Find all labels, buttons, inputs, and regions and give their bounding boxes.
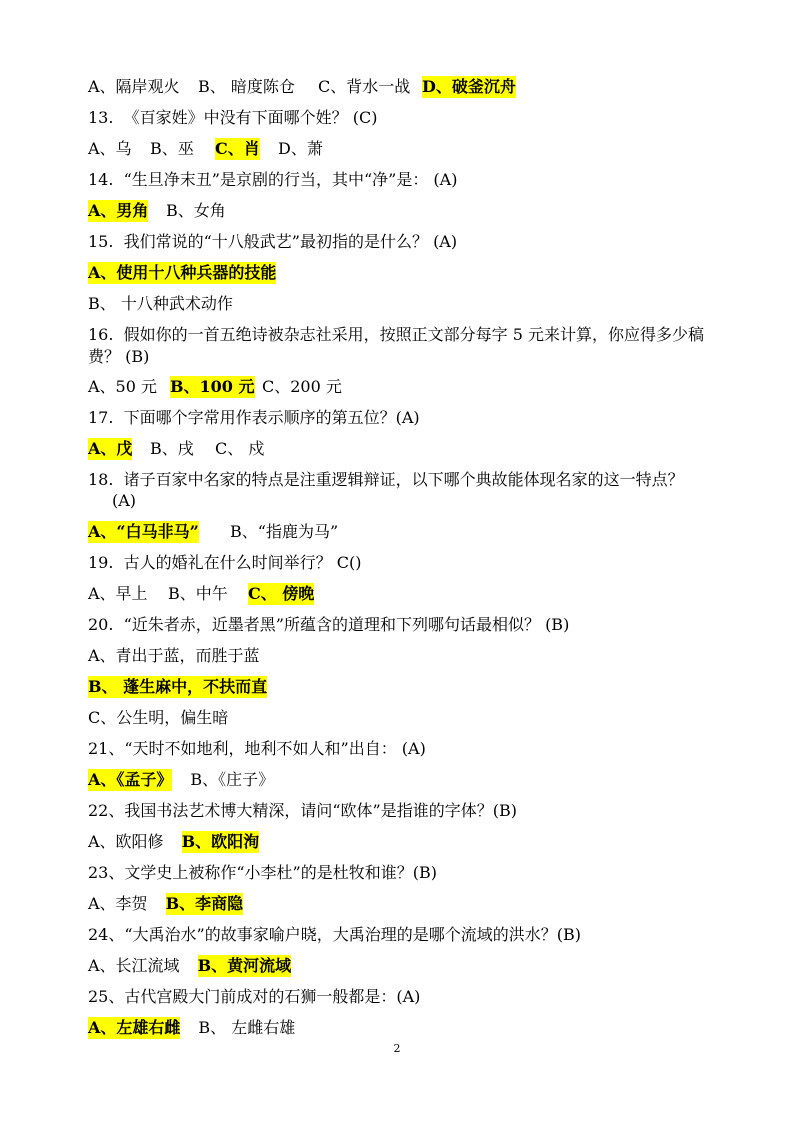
answer-options	[88, 707, 228, 729]
answer-options	[88, 583, 688, 605]
answer-option: C、公生明，偏生暗	[88, 708, 229, 727]
correct-answer-option: A、戊	[88, 439, 133, 458]
correct-answer-option: D、破釜沉舟	[422, 77, 516, 96]
answer-option: B、巫	[150, 139, 194, 158]
question-text: 18. 诸子百家中名家的特点是注重逻辑辩证，以下哪个典故能体现名家的这一特点？	[88, 470, 684, 489]
correct-answer-option: A、男角	[88, 201, 149, 220]
answer-option: C、200 元	[262, 377, 342, 396]
answer-options	[88, 769, 274, 791]
answer-options	[88, 645, 260, 667]
answer-options	[88, 376, 688, 398]
answer-options	[88, 893, 243, 915]
correct-answer-option: B、100 元	[170, 377, 255, 396]
question-text: 费？ (B)	[88, 347, 150, 366]
question-text: 21、“天时不如地利，地利不如人和”出自： (A)	[88, 739, 426, 758]
answer-options	[88, 955, 291, 977]
answer-option: A、欧阳修	[88, 832, 164, 851]
correct-answer-option: C、 傍晚	[248, 584, 315, 603]
question-text: 19. 古人的婚礼在什么时间举行？ C()	[88, 553, 362, 572]
answer-option: A、青出于蓝，而胜于蓝	[88, 646, 260, 665]
answer-option: A、乌	[88, 139, 132, 158]
question-text: 22、我国书法艺术博大精深，请问“欧体”是指谁的字体？(B)	[88, 801, 517, 820]
answer-options	[88, 1017, 295, 1039]
answer-options	[88, 676, 267, 698]
question-text: (A)	[112, 491, 137, 510]
answer-option: A、早上	[88, 584, 148, 603]
answer-option: A、隔岸观火	[88, 77, 180, 96]
answer-option: A、50 元	[88, 377, 158, 396]
answer-option: A、李贺	[88, 894, 148, 913]
correct-answer-option: C、肖	[215, 139, 260, 158]
answer-option: B、“指鹿为马”	[230, 522, 339, 541]
question-text: 14. “生旦净末丑”是京剧的行当，其中“净”是： (A)	[88, 170, 458, 189]
question-text: 13. 《百家姓》中没有下面哪个姓？ (C)	[88, 108, 378, 127]
answer-option: B、中午	[168, 584, 228, 603]
correct-answer-option: B、 蓬生麻中，不扶而直	[88, 677, 268, 696]
question-text: 15. 我们常说的“十八般武艺”最初指的是什么？ (A)	[88, 232, 458, 251]
correct-answer-option: A、使用十八种兵器的技能	[88, 263, 277, 282]
answer-option: B、《庄子》	[190, 770, 275, 789]
answer-option: B、 十八种武术动作	[88, 294, 233, 313]
answer-options	[88, 200, 688, 222]
answer-option: B、 暗度陈仓	[198, 77, 295, 96]
question-text: 16. 假如你的一首五绝诗被杂志社采用，按照正文部分每字 5 元来计算，你应得多少稿	[88, 325, 704, 344]
answer-options	[88, 293, 233, 315]
page-number: 2	[393, 1042, 401, 1055]
answer-option: C、 戍	[215, 439, 265, 458]
answer-option: B、 左雌右雄	[198, 1018, 296, 1037]
answer-option: B、戌	[150, 439, 194, 458]
question-text: 17. 下面哪个字常用作表示顺序的第五位？(A)	[88, 408, 420, 427]
correct-answer-option: A、《孟子》	[88, 770, 173, 789]
correct-answer-option: B、欧阳洵	[181, 832, 260, 851]
answer-options	[88, 76, 688, 98]
answer-options	[88, 138, 688, 160]
answer-option: C、背水一战	[318, 77, 411, 96]
question-text: 23、文学史上被称作“小李杜”的是杜牧和谁？(B)	[88, 863, 437, 882]
answer-options	[88, 262, 276, 284]
answer-option: B、女角	[166, 201, 226, 220]
correct-answer-option: B、黄河流域	[197, 956, 292, 975]
correct-answer-option: A、“白马非马”	[88, 522, 199, 541]
question-text: 25、古代宫殿大门前成对的石狮一般都是：(A)	[88, 987, 421, 1006]
question-text: 20. “近朱者赤，近墨者黑”所蕴含的道理和下列哪句话最相似？ (B)	[88, 615, 570, 634]
answer-option: D、萧	[278, 139, 323, 158]
answer-options	[88, 831, 259, 853]
question-text: 24、“大禹治水”的故事家喻户晓，大禹治理的是哪个流域的洪水？(B)	[88, 925, 581, 944]
answer-options	[88, 521, 688, 543]
correct-answer-option: B、李商隐	[165, 894, 244, 913]
correct-answer-option: A、左雄右雌	[88, 1018, 181, 1037]
answer-option: A、长江流域	[88, 956, 180, 975]
answer-options	[88, 438, 688, 460]
